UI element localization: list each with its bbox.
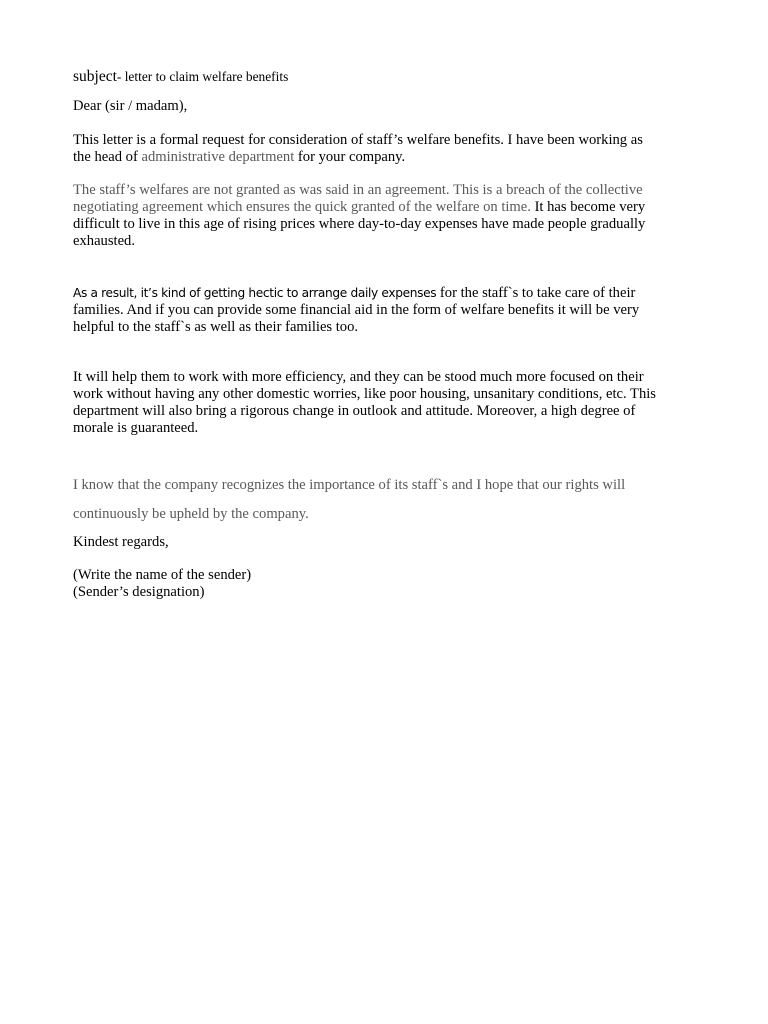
paragraph-line: helpful to the staff`s as well as their families too. xyxy=(73,319,359,335)
paragraph-efficiency xyxy=(73,369,703,437)
department-name: administrative department xyxy=(141,149,295,165)
paragraph-line: This letter is a formal request for consideration of staff’s welfare benefits. I have been working as xyxy=(73,132,643,148)
paragraph-line xyxy=(73,149,703,166)
paragraph-breach xyxy=(73,182,703,250)
text-run: negotiating agreement which ensures the quick granted of the welfare on time. xyxy=(73,199,531,215)
paragraph-line: The staff’s welfares are not granted as was said in an agreement. This is a breach of the collective xyxy=(73,182,643,198)
sender-designation: (Sender’s designation) xyxy=(73,584,205,600)
text-run: for your company. xyxy=(294,149,406,165)
salutation-text: Dear (sir / madam), xyxy=(73,98,188,114)
text-run: As a result, it’s kind of getting hectic to arrange daily expenses xyxy=(73,286,437,300)
paragraph-line: department will also bring a rigorous change in outlook and attitude. Moreover, a high degree of xyxy=(73,403,636,419)
paragraph-line: continuously be upheld by the company. xyxy=(73,506,309,522)
paragraph-line: work without having any other domestic worries, like poor housing, unsanitary conditions, etc. This xyxy=(73,386,656,402)
subject-line-text xyxy=(73,68,703,86)
paragraph-line: I know that the company recognizes the importance of its staff`s and I hope that our rights will xyxy=(73,477,626,493)
closing-text: Kindest regards, xyxy=(73,534,169,550)
subject-label: subject xyxy=(73,68,117,85)
paragraph-line: exhausted. xyxy=(73,233,136,249)
paragraph-line: It will help them to work with more efficiency, and they can be stood much more focused on their xyxy=(73,369,644,385)
paragraph-rights xyxy=(73,471,703,529)
closing xyxy=(73,534,703,551)
text-run: It has become very xyxy=(530,199,646,215)
paragraph-line xyxy=(73,199,703,216)
subject-text: - letter to claim welfare benefits xyxy=(116,69,289,84)
paragraph-line xyxy=(73,285,703,302)
paragraph-line: difficult to live in this age of rising prices where day-to-day expenses have made people gradually xyxy=(73,216,646,232)
text-run: the head of xyxy=(73,149,142,165)
sender-block xyxy=(73,567,703,601)
paragraph-line: families. And if you can provide some financial aid in the form of welfare benefits it will be very xyxy=(73,302,640,318)
sender-name: (Write the name of the sender) xyxy=(73,567,252,583)
subject-line xyxy=(73,68,703,86)
paragraph-request xyxy=(73,132,703,166)
salutation xyxy=(73,98,703,115)
text-run: for the staff`s to take care of their xyxy=(436,285,636,301)
letter-page xyxy=(73,68,703,601)
paragraph-result xyxy=(73,285,703,336)
paragraph-line: morale is guaranteed. xyxy=(73,420,199,436)
